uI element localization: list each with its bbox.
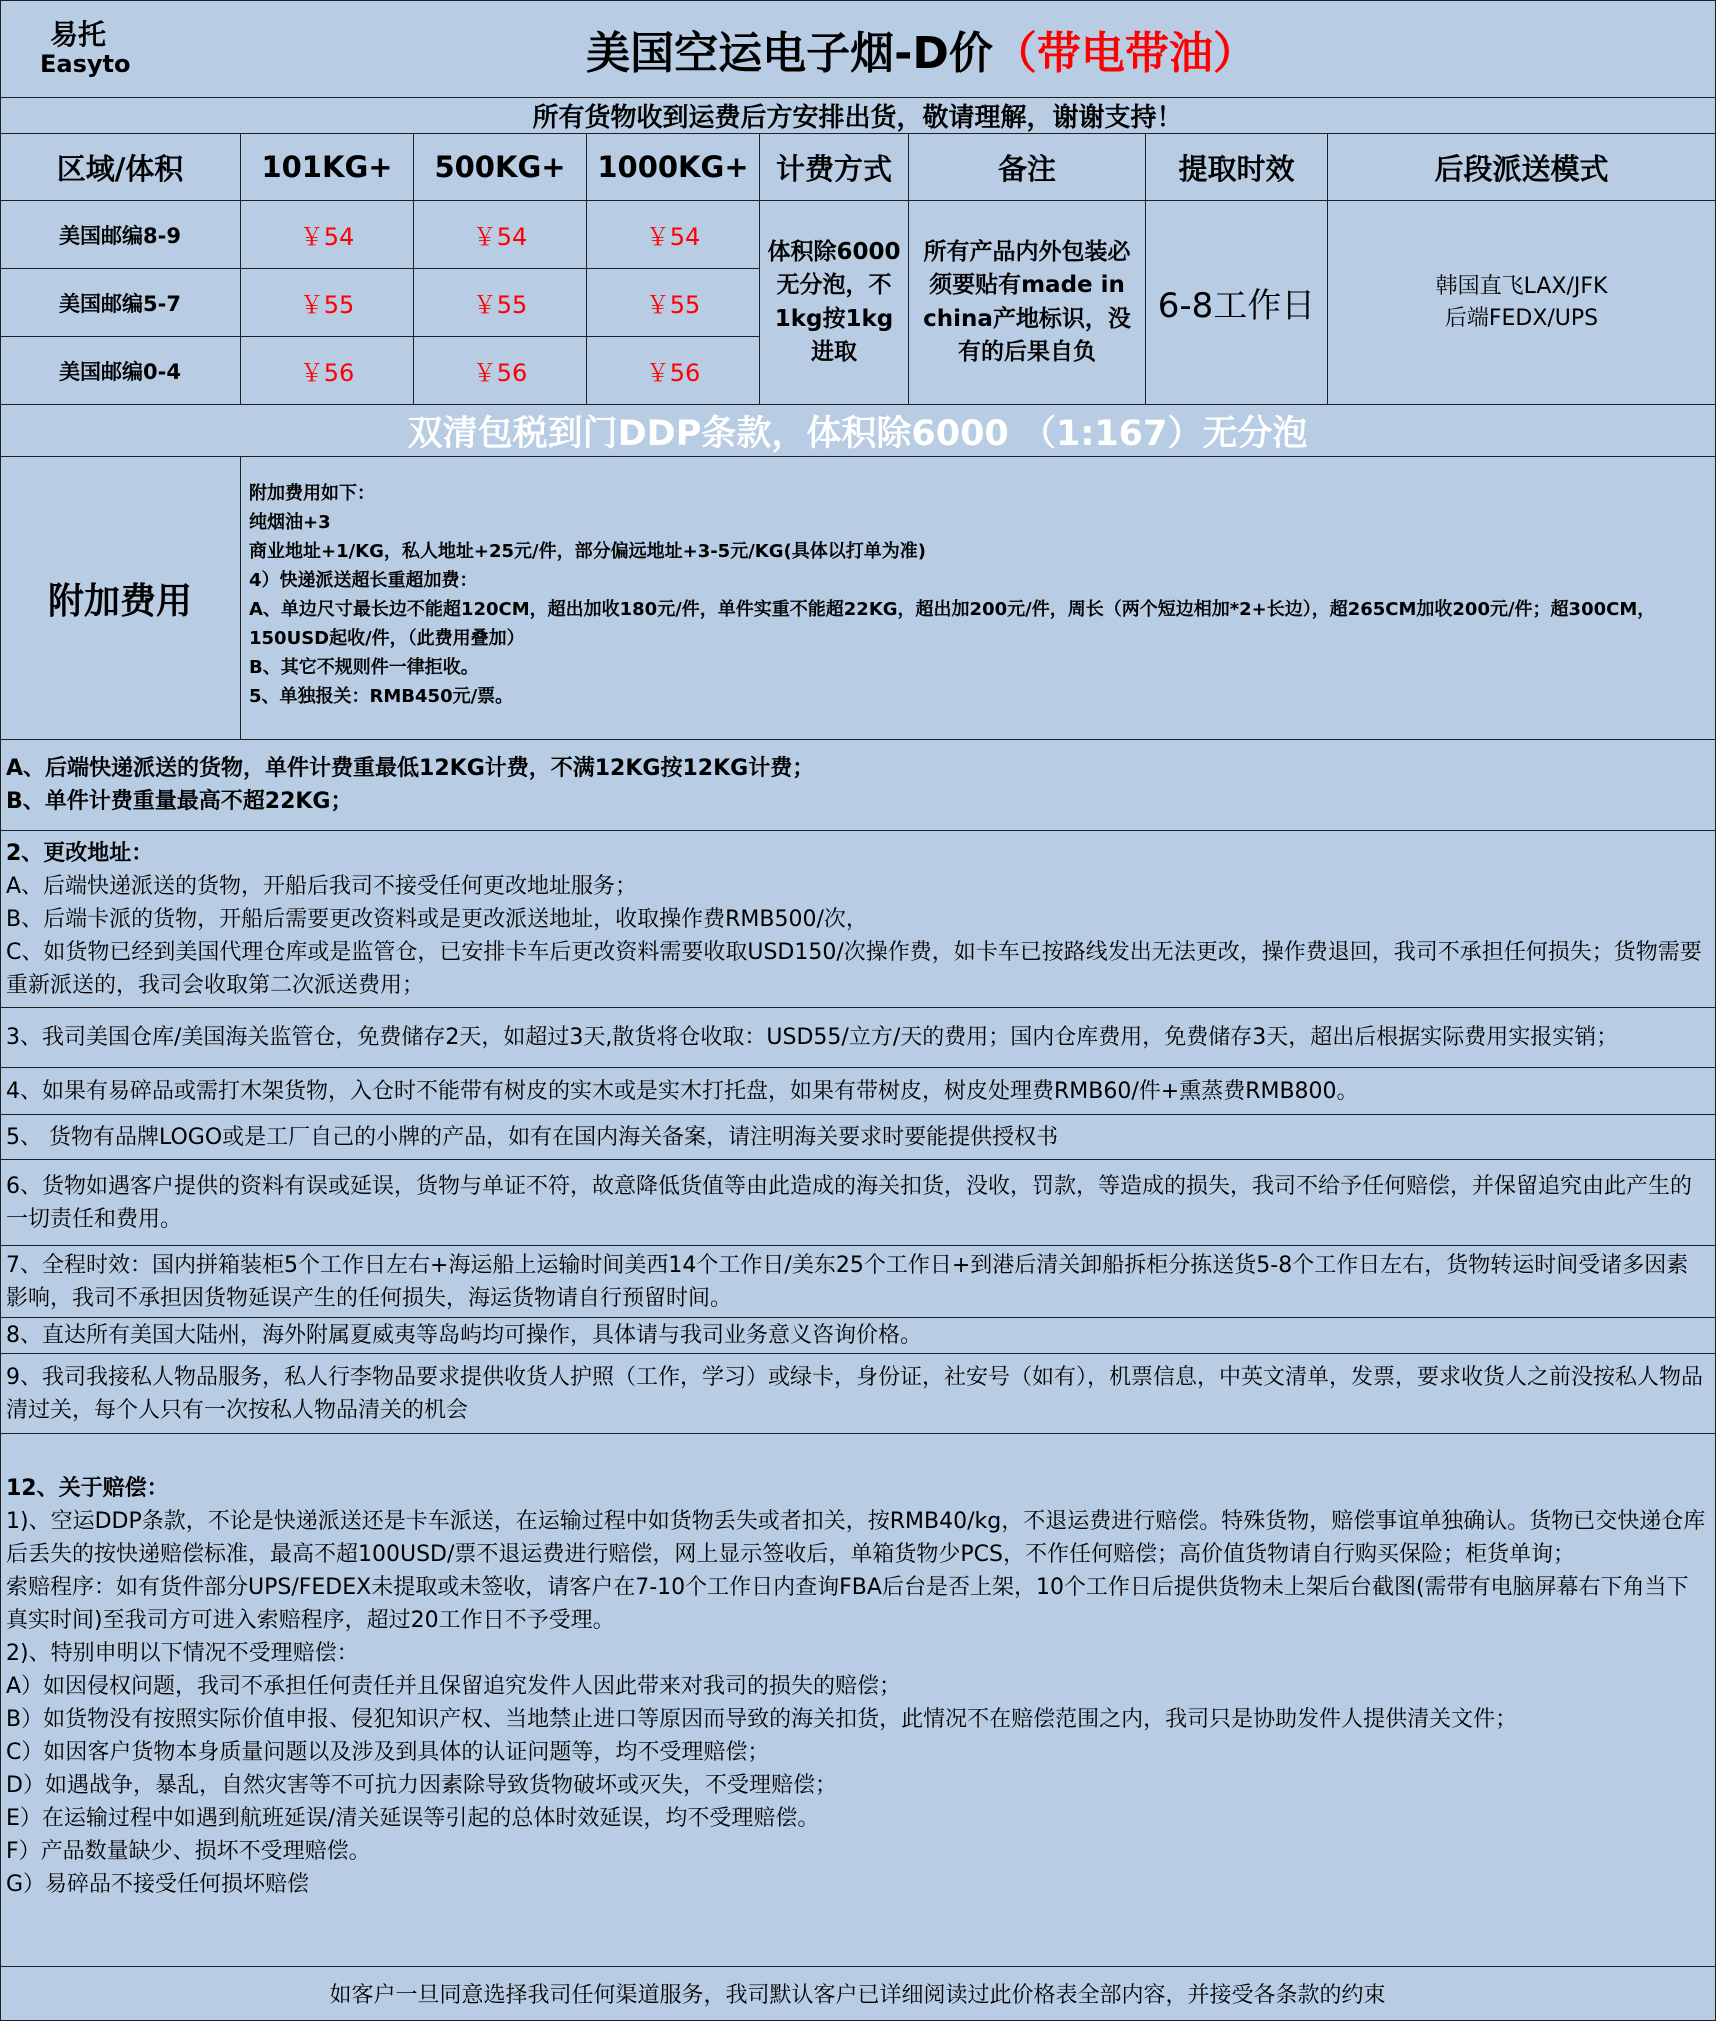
- price-cell: ￥55: [587, 269, 760, 337]
- compensation-e: E）在运输过程中如遇到航班延误/清关延误等引起的总体时效延误，均不受理赔偿。: [6, 1806, 820, 1831]
- term-item-3: [0, 1008, 1716, 1068]
- logo-en: Easyto: [40, 49, 131, 78]
- term-text: 7、全程时效：国内拼箱装柜5个工作日左右+海运船上运输时间美西14个工作日/美东25个工作日+到港后清关卸船拆柜分拣送货5-8个工作日左右，货物转运时间受诸多因素影响，我司不承担因货物延误产生的任何损失，海运货物请自行预留时间。: [6, 1252, 1689, 1311]
- surcharge-line: B、其它不规则件一律拒收。: [249, 657, 479, 678]
- surcharge-line: 5、单独报关：RMB450元/票。: [249, 686, 514, 707]
- remark-cell: 所有产品内外包装必须要贴有made in china产地标识，没有的后果自负: [909, 201, 1146, 405]
- address-term-b: B、后端卡派的货物，开船后需要更改资料或是更改派送地址，收取操作费RMB500/次，: [6, 906, 868, 932]
- col-header-101kg: 101KG+: [241, 134, 414, 201]
- price-cell: ￥54: [587, 201, 760, 269]
- term-text: 8、直达所有美国大陆州，海外附属夏威夷等岛屿均可操作，具体请与我司业务意义咨询价格。: [6, 1323, 923, 1348]
- surcharge-line: 纯烟油+3: [249, 512, 331, 533]
- title-highlight: （带电带油）: [992, 27, 1257, 79]
- compensation-title: 12、关于赔偿：: [6, 1476, 169, 1501]
- surcharge-details: [241, 457, 1716, 740]
- term-text: 9、我司我接私人物品服务，私人行李物品要求提供收货人护照（工作，学习）或绿卡，身份证，社安号（如有），机票信息，中英文清单，发票，要求收货人之前没按私人物品清过关，每个人只有一次按私人物品清关的机会: [6, 1364, 1704, 1423]
- price-cell: ￥54: [414, 201, 587, 269]
- surcharge-line: 4）快递派送超长重超加费：: [249, 570, 478, 591]
- col-header-remark: 备注: [909, 134, 1146, 201]
- compensation-p1: 1)、空运DDP条款，不论是快递派送还是卡车派送，在运输过程中如货物丢失或者扣关，按RMB40/kg，不退运费进行赔偿。特殊货物，赔偿事谊单独确认。货物已交快递仓库后丢失的按快递赔偿标准，最高不超100USD/票不退运费进行赔偿，网上显示签收后，单箱货物少PCS，不作任何赔偿；高价值货物请自行购买保险；柜货单询；: [6, 1509, 1706, 1567]
- delivery-mode-cell: [1328, 201, 1716, 405]
- col-header-delivery: 后段派送模式: [1328, 134, 1716, 201]
- compensation-b: B）如货物没有按照实际价值申报、侵犯知识产权、当地禁止进口等原因而导致的海关扣货，此情况不在赔偿范围之内，我司只是协助发件人提供清关文件；: [6, 1707, 1518, 1732]
- compensation-a: A）如因侵权问题，我司不承担任何责任并且保留追究发件人因此带来对我司的损失的赔偿；: [6, 1674, 902, 1699]
- term-item-8: [0, 1318, 1716, 1354]
- zone-cell: 美国邮编0-4: [0, 337, 241, 405]
- surcharge-line: 附加费用如下：: [249, 483, 375, 504]
- surcharge-line: 商业地址+1/KG，私人地址+25元/件，部分偏远地址+3-5元/KG(具体以打单为准): [249, 541, 926, 562]
- term-text: 6、货物如遇客户提供的资料有误或延误，货物与单证不符，故意降低货值等由此造成的海关扣货，没收，罚款，等造成的损失，我司不给予任何赔偿，并保留追究由此产生的一切责任和费用。: [6, 1173, 1693, 1232]
- weight-term-b: B、单件计费重量最高不超22KG；: [6, 789, 353, 814]
- weight-terms: [0, 740, 1716, 831]
- term-item-4: [0, 1068, 1716, 1115]
- company-logo: [0, 0, 131, 98]
- address-term-a: A、后端快递派送的货物，开船后我司不接受任何更改地址服务；: [6, 873, 638, 899]
- price-cell: ￥56: [414, 337, 587, 405]
- title-main: 美国空运电子烟-D价: [586, 27, 993, 79]
- col-header-500kg: 500KG+: [414, 134, 587, 201]
- zone-cell: 美国邮编5-7: [0, 269, 241, 337]
- term-text: 4、如果有易碎品或需打木架货物，入仓时不能带有树皮的实木或是实木打托盘，如果有带树皮，树皮处理费RMB60/件+熏蒸费RMB800。: [6, 1078, 1359, 1104]
- col-header-aging: 提取时效: [1146, 134, 1328, 201]
- ddp-banner: 双清包税到门DDP条款，体积除6000 （1:167）无分泡: [0, 405, 1716, 457]
- compensation-terms: [0, 1434, 1716, 1967]
- term-text: 5、 货物有品牌LOGO或是工厂自己的小牌的产品，如有在国内海关备案，请注明海关要求时要能提供授权书: [6, 1124, 1059, 1150]
- page-title: [128, 0, 1716, 98]
- delivery-line-1: 韩国直飞LAX/JFK: [1435, 273, 1608, 299]
- address-title: 2、更改地址：: [6, 840, 154, 866]
- price-cell: ￥55: [414, 269, 587, 337]
- term-item-5: [0, 1115, 1716, 1160]
- term-item-6: [0, 1160, 1716, 1246]
- shipping-notice: 所有货物收到运费后方安排出货，敬请理解，谢谢支持！: [0, 98, 1716, 134]
- billing-method-cell: 体积除6000无分泡，不1kg按1kg进取: [760, 201, 909, 405]
- zone-cell: 美国邮编8-9: [0, 201, 241, 269]
- price-cell: ￥54: [241, 201, 414, 269]
- col-header-zone: 区域/体积: [0, 134, 241, 201]
- surcharge-line: A、单边尺寸最长边不能超120CM，超出加收180元/件，单件实重不能超22KG，超出加200元/件，周长（两个短边相加*2+长边），超265CM加收200元/件；超300CM，150USD起收/件，（此费用叠加）: [249, 599, 1656, 649]
- price-cell: ￥56: [241, 337, 414, 405]
- compensation-d: D）如遇战争，暴乱，自然灾害等不可抗力因素除导致货物破坏或灭失，不受理赔偿；: [6, 1773, 837, 1798]
- price-cell: ￥56: [587, 337, 760, 405]
- compensation-p3: 2)、特别申明以下情况不受理赔偿：: [6, 1641, 359, 1666]
- weight-term-a: A、后端快递派送的货物，单件计费重最低12KG计费，不满12KG按12KG计费；: [6, 756, 815, 781]
- compensation-g: G）易碎品不接受任何损坏赔偿: [6, 1872, 310, 1897]
- aging-cell: 6-8工作日: [1146, 201, 1328, 405]
- term-text: 3、我司美国仓库/美国海关监管仓，免费储存2天，如超过3天,散货将仓收取：USD55/立方/天的费用；国内仓库费用，免费储存3天，超出后根据实际费用实报实销；: [6, 1025, 1619, 1050]
- delivery-line-2: 后端FEDX/UPS: [1444, 305, 1599, 331]
- compensation-c: C）如因客户货物本身质量问题以及涉及到具体的认证问题等，均不受理赔偿；: [6, 1740, 770, 1765]
- term-item-9: [0, 1354, 1716, 1434]
- price-cell: ￥55: [241, 269, 414, 337]
- address-change-terms: [0, 831, 1716, 1008]
- term-item-7: [0, 1246, 1716, 1318]
- logo-cn: 易托: [50, 17, 107, 51]
- col-header-billing: 计费方式: [760, 134, 909, 201]
- col-header-1000kg: 1000KG+: [587, 134, 760, 201]
- footer-disclaimer: 如客户一旦同意选择我司任何渠道服务，我司默认客户已详细阅读过此价格表全部内容，并接受各条款的约束: [0, 1967, 1716, 2021]
- surcharge-label: 附加费用: [0, 457, 241, 740]
- compensation-f: F）产品数量缺少、损坏不受理赔偿。: [6, 1839, 371, 1864]
- compensation-p2: 索赔程序：如有货件部分UPS/FEDEX未提取或未签收，请客户在7-10个工作日内查询FBA后台是否上架，10个工作日后提供货物未上架后台截图(需带有电脑屏幕右下角当下真实时间)至我司方可进入索赔程序，超过20工作日不予受理。: [6, 1575, 1689, 1633]
- address-term-c: C、如货物已经到美国代理仓库或是监管仓，已安排卡车后更改资料需要收取USD150/次操作费，如卡车已按路线发出无法更改，操作费退回，我司不承担任何损失；货物需要重新派送的，我司会收取第二次派送费用；: [6, 939, 1702, 998]
